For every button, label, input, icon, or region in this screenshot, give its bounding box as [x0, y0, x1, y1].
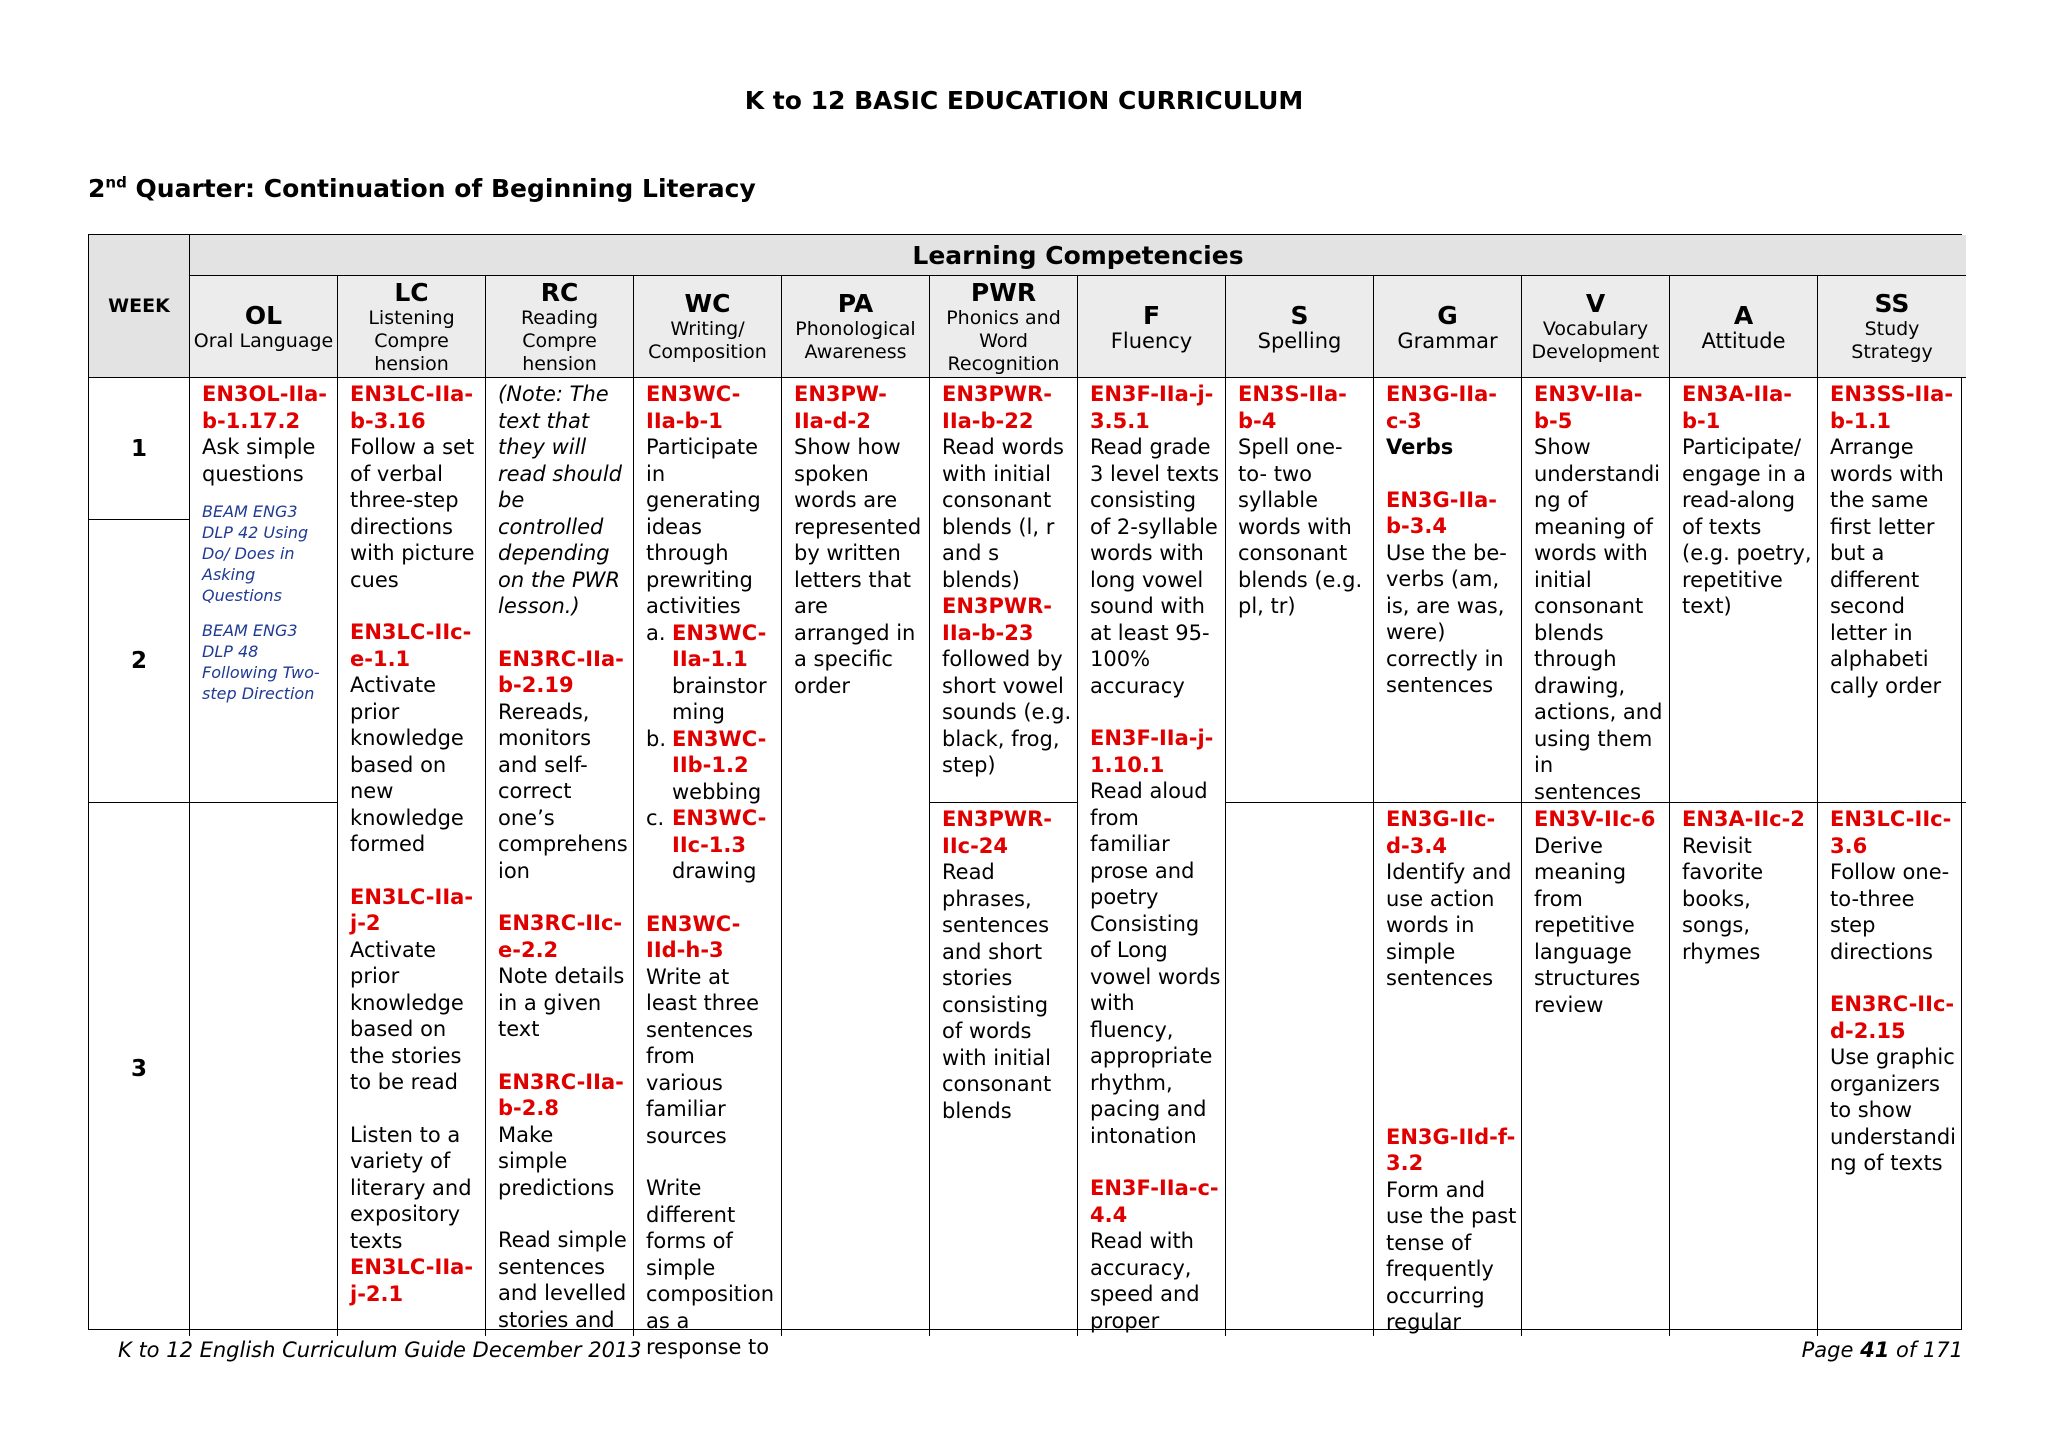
competency-code: EN3PWR-IIa-b-22	[942, 382, 1052, 433]
competency-code: EN3V-IIa-b-5	[1534, 382, 1643, 433]
competency-text: Identify and use action words in simple sentences	[1386, 860, 1512, 990]
ss-week-3	[1818, 803, 1966, 1336]
rc-column	[486, 378, 634, 1336]
competency-code: EN3RC-IIc-e-2.2	[498, 911, 623, 962]
page-number	[1802, 1338, 1963, 1362]
column-header-s: S Spelling	[1226, 276, 1374, 378]
pwr-weeks-1-2	[930, 378, 1078, 803]
competency-text: webbing	[672, 779, 762, 804]
page-current: 41	[1860, 1338, 1890, 1362]
competency-text: followed by short vowel sounds (e.g. black, frog, step)	[942, 647, 1072, 777]
ol-week-3	[190, 803, 338, 1336]
competency-text: Listen to a variety of literary and expository texts	[350, 1122, 472, 1253]
competency-text: Show understandi ng of meaning of words with initial consonant blends through drawing, actions, and using them in sentences	[1534, 435, 1663, 804]
sub-item-label: a.	[646, 620, 666, 645]
v-week-3	[1522, 803, 1670, 1336]
competency-code: EN3A-IIa-b-1	[1682, 382, 1793, 433]
ol-weeks-1-2	[190, 378, 338, 803]
ss-weeks-1-2	[1818, 378, 1966, 803]
column-header-f: F Fluency	[1078, 276, 1226, 378]
sub-item-a	[646, 620, 777, 726]
page-prefix: Page	[1801, 1338, 1861, 1362]
beam-reference: BEAM ENG3 DLP 48 Following Two-step Direction	[202, 621, 320, 703]
competency-code: EN3WC-IIc-1.3	[672, 806, 767, 857]
competency-code: EN3LC-IIa-b-3.16	[350, 382, 474, 433]
lc-column	[338, 378, 486, 1336]
competency-code: EN3S-IIa-b-4	[1238, 382, 1347, 433]
competency-code: EN3G-IIa-b-3.4	[1386, 487, 1497, 538]
learning-competencies-header: Learning Competencies	[190, 235, 1966, 276]
column-header-pwr: PWR Phonics and Word Recognition	[930, 276, 1078, 378]
column-header-pa: PA Phonological Awareness	[782, 276, 930, 378]
competency-code: EN3PWR-IIa-b-23	[942, 594, 1052, 645]
competency-code: EN3WC-IIa-1.1	[672, 620, 767, 671]
competency-code: EN3LC-IIc-3.6	[1830, 807, 1952, 858]
wc-column	[634, 378, 782, 1359]
competency-text: Verbs	[1386, 435, 1454, 459]
document-title: K to 12 BASIC EDUCATION CURRICULUM	[744, 86, 1304, 115]
sub-item-label: b.	[646, 726, 667, 751]
competency-code: EN3RC-IIa-b-2.19	[498, 646, 624, 697]
competency-text: Rereads, monitors and self-correct one’s comprehens ion	[498, 699, 628, 883]
competency-code: EN3WC-IIb-1.2	[672, 726, 767, 777]
competency-text: Ask simple questions	[202, 435, 316, 486]
competency-code: EN3WC-IIa-b-1	[646, 382, 741, 433]
competency-text: Follow one-to-three step directions	[1830, 860, 1950, 964]
competency-code: EN3PW-IIa-d-2	[794, 382, 887, 433]
column-header-v: V Vocabulary Development	[1522, 276, 1670, 378]
competency-code: EN3SS-IIa-b-1.1	[1830, 382, 1954, 433]
competency-code: EN3OL-IIa-b-1.17.2	[202, 382, 327, 433]
footer-guide-title: K to 12 English Curriculum Guide December 2013	[118, 1338, 642, 1362]
competency-text: Read grade 3 level texts consisting of 2-syllable words with long vowel sound with at least 95-100% accuracy	[1090, 435, 1220, 698]
quarter-number: 2	[88, 174, 106, 203]
column-header-rc: RC Reading Compre hension	[486, 276, 634, 378]
competency-code: EN3PWR-IIc-24	[942, 807, 1052, 858]
competency-code: EN3RC-IIc-d-2.15	[1830, 992, 1955, 1043]
competency-text: Activate prior knowledge based on new knowledge formed	[350, 673, 464, 856]
g-weeks-1-2	[1374, 378, 1522, 803]
a-weeks-1-2	[1670, 378, 1818, 803]
page-total: of 171	[1889, 1338, 1963, 1362]
quarter-heading	[88, 174, 756, 203]
week-3: 3	[89, 803, 190, 1336]
competency-text: Read with accuracy, speed and proper	[1090, 1229, 1200, 1333]
beam-reference: BEAM ENG3 DLP 42 Using Do/ Does in Asking Questions	[202, 502, 309, 605]
competency-code: EN3WC-IId-h-3	[646, 911, 741, 962]
s-week-3	[1226, 803, 1374, 1336]
v-weeks-1-2	[1522, 378, 1670, 803]
competency-code: EN3RC-IIa-b-2.8	[498, 1069, 624, 1120]
pa-column	[782, 378, 930, 1336]
competency-code: EN3F-IIa-c-4.4	[1090, 1176, 1219, 1227]
competency-code: EN3G-IIc-d-3.4	[1386, 807, 1496, 858]
competency-code: EN3F-IIa-j-1.10.1	[1090, 726, 1214, 777]
column-header-a: A Attitude	[1670, 276, 1818, 378]
competency-code: EN3LC-IIa-j-2.1	[350, 1255, 474, 1306]
sub-item-b	[646, 726, 777, 806]
competency-text: Write different forms of simple composition as a response to	[646, 1176, 775, 1359]
competency-text: Use the be-verbs (am, is, are was, were) correctly in sentences	[1386, 540, 1507, 697]
competency-text: Read words with initial consonant blends (l, r and s blends)	[942, 435, 1065, 592]
competency-code: EN3V-IIc-6	[1534, 807, 1656, 831]
competency-text: Participate/ engage in a read-along of texts (e.g. poetry, repetitive text)	[1682, 435, 1812, 618]
competency-code: EN3G-IId-f-3.2	[1386, 1124, 1516, 1175]
competency-text: Make simple predictions	[498, 1122, 615, 1200]
competency-text: Revisit favorite books, songs, rhymes	[1682, 833, 1764, 964]
competency-text: drawing	[672, 859, 757, 883]
rc-note: (Note: The text that they will read should be controlled depending on the PWR lesson.)	[498, 382, 623, 618]
competency-text: Write at least three sentences from various familiar sources	[646, 964, 760, 1148]
competency-text: brainstor ming	[672, 673, 767, 724]
competency-text: Read phrases, sentences and short stories consisting of words with initial consonant blends	[942, 860, 1052, 1123]
competency-text: Form and use the past tense of frequently occurring regular	[1386, 1177, 1517, 1334]
competency-text: Read simple sentences and levelled stories and	[498, 1228, 627, 1332]
competency-code: EN3G-IIa-c-3	[1386, 382, 1497, 433]
a-week-3	[1670, 803, 1818, 1336]
week-1: 1	[89, 378, 190, 520]
competency-code: EN3F-IIa-j-3.5.1	[1090, 382, 1214, 433]
column-header-g: G Grammar	[1374, 276, 1522, 378]
competency-text: Spell one-to- two syllable words with consonant blends (e.g. pl, tr)	[1238, 435, 1363, 618]
sub-item-label: c.	[646, 806, 665, 830]
f-column	[1078, 378, 1226, 1336]
week-header: WEEK	[89, 235, 190, 378]
competency-text: Participate in generating ideas through prewriting activities	[646, 435, 761, 618]
beam-references	[202, 501, 333, 704]
column-header-ol: OL Oral Language	[190, 276, 338, 378]
competency-text: Show how spoken words are represented by written letters that are arranged in a specific order	[794, 435, 922, 698]
competency-text: Derive meaning from repetitive language structures review	[1534, 833, 1641, 1017]
pwr-week-3	[930, 803, 1078, 1336]
competency-code: EN3LC-IIc-e-1.1	[350, 620, 472, 671]
quarter-title: Quarter: Continuation of Beginning Literacy	[126, 174, 756, 203]
competency-code: EN3LC-IIa-j-2	[350, 884, 474, 935]
competency-text: Arrange words with the same first letter but a different second letter in alphabeti cally order	[1830, 435, 1944, 698]
competency-text: Activate prior knowledge based on the stories to be read	[350, 937, 464, 1094]
s-weeks-1-2	[1226, 378, 1374, 803]
competency-text: Use graphic organizers to show understandi ng of texts	[1830, 1045, 1957, 1175]
column-header-wc: WC Writing/ Composition	[634, 276, 782, 378]
column-header-lc: LC Listening Compre hension	[338, 276, 486, 378]
competency-text: Note details in a given text	[498, 964, 625, 1041]
competency-code: EN3A-IIc-2	[1682, 807, 1805, 831]
sub-item-c	[646, 805, 777, 885]
week-2: 2	[89, 520, 190, 803]
competency-text: Read aloud from familiar prose and poetry Consisting of Long vowel words with fluency, appropriate rhythm, pacing and intonation	[1090, 779, 1221, 1148]
column-header-ss: SS Study Strategy	[1818, 276, 1966, 378]
quarter-ordinal: nd	[105, 173, 127, 192]
competency-text: Follow a set of verbal three-step directions with picture cues	[350, 435, 475, 592]
g-week-3	[1374, 803, 1522, 1336]
